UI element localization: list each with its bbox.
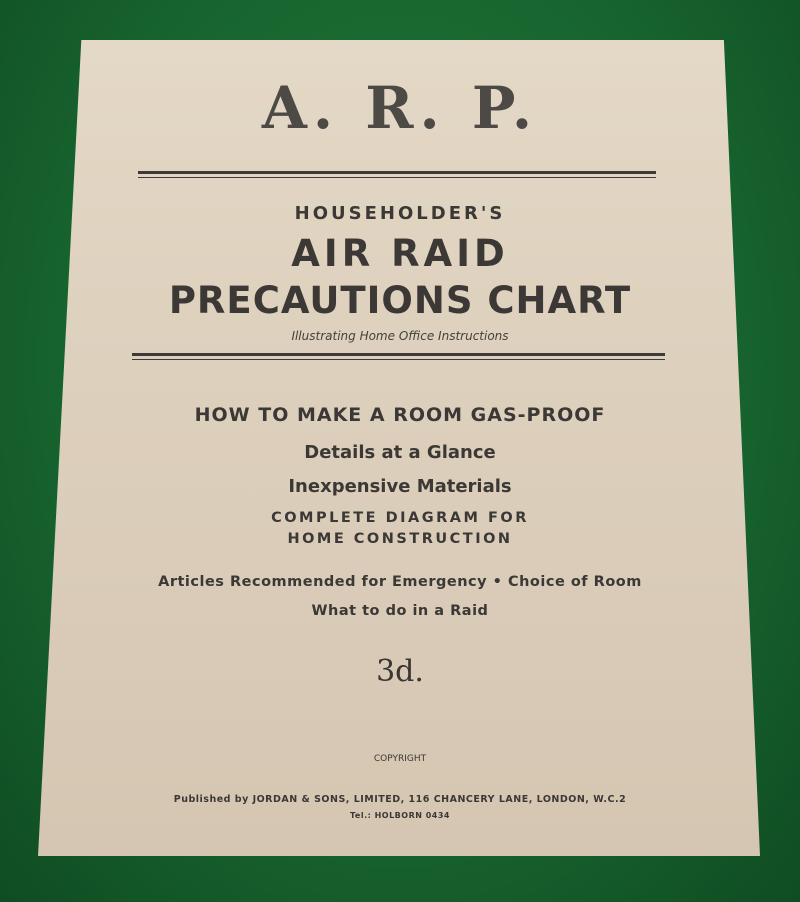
copyright-notice: COPYRIGHT — [373, 754, 427, 764]
diagram-line-1: COMPLETE DIAGRAM FOR — [271, 510, 529, 526]
title-line-2: PRECAUTIONS CHART — [168, 279, 632, 322]
bottom-rule-thin — [132, 359, 665, 360]
feature-headline: HOW TO MAKE A ROOM GAS-PROOF — [194, 404, 606, 426]
diagram-line-2: HOME CONSTRUCTION — [287, 531, 513, 547]
articles-line: Articles Recommended for Emergency • Choice of Room — [158, 574, 642, 590]
publisher-line: Published by JORDAN & SONS, LIMITED, 116 CHANCERY LANE, LONDON, W.C.2 — [173, 794, 627, 805]
kicker-text: HOUSEHOLDER'S — [294, 203, 506, 224]
price-label: 3d. — [376, 654, 424, 689]
bottom-rule-thick — [132, 353, 665, 356]
top-rule-thick — [138, 171, 656, 174]
raid-line: What to do in a Raid — [311, 603, 489, 619]
telephone-line: Tel.: HOLBORN 0434 — [350, 811, 450, 820]
title-line-1: AIR RAID — [291, 232, 509, 275]
subtitle: Illustrating Home Office Instructions — [291, 329, 509, 343]
top-rule-thin — [138, 177, 656, 178]
feature-materials: Inexpensive Materials — [288, 476, 512, 497]
feature-details: Details at a Glance — [304, 442, 496, 463]
brand-heading: A. R. P. — [261, 74, 539, 142]
